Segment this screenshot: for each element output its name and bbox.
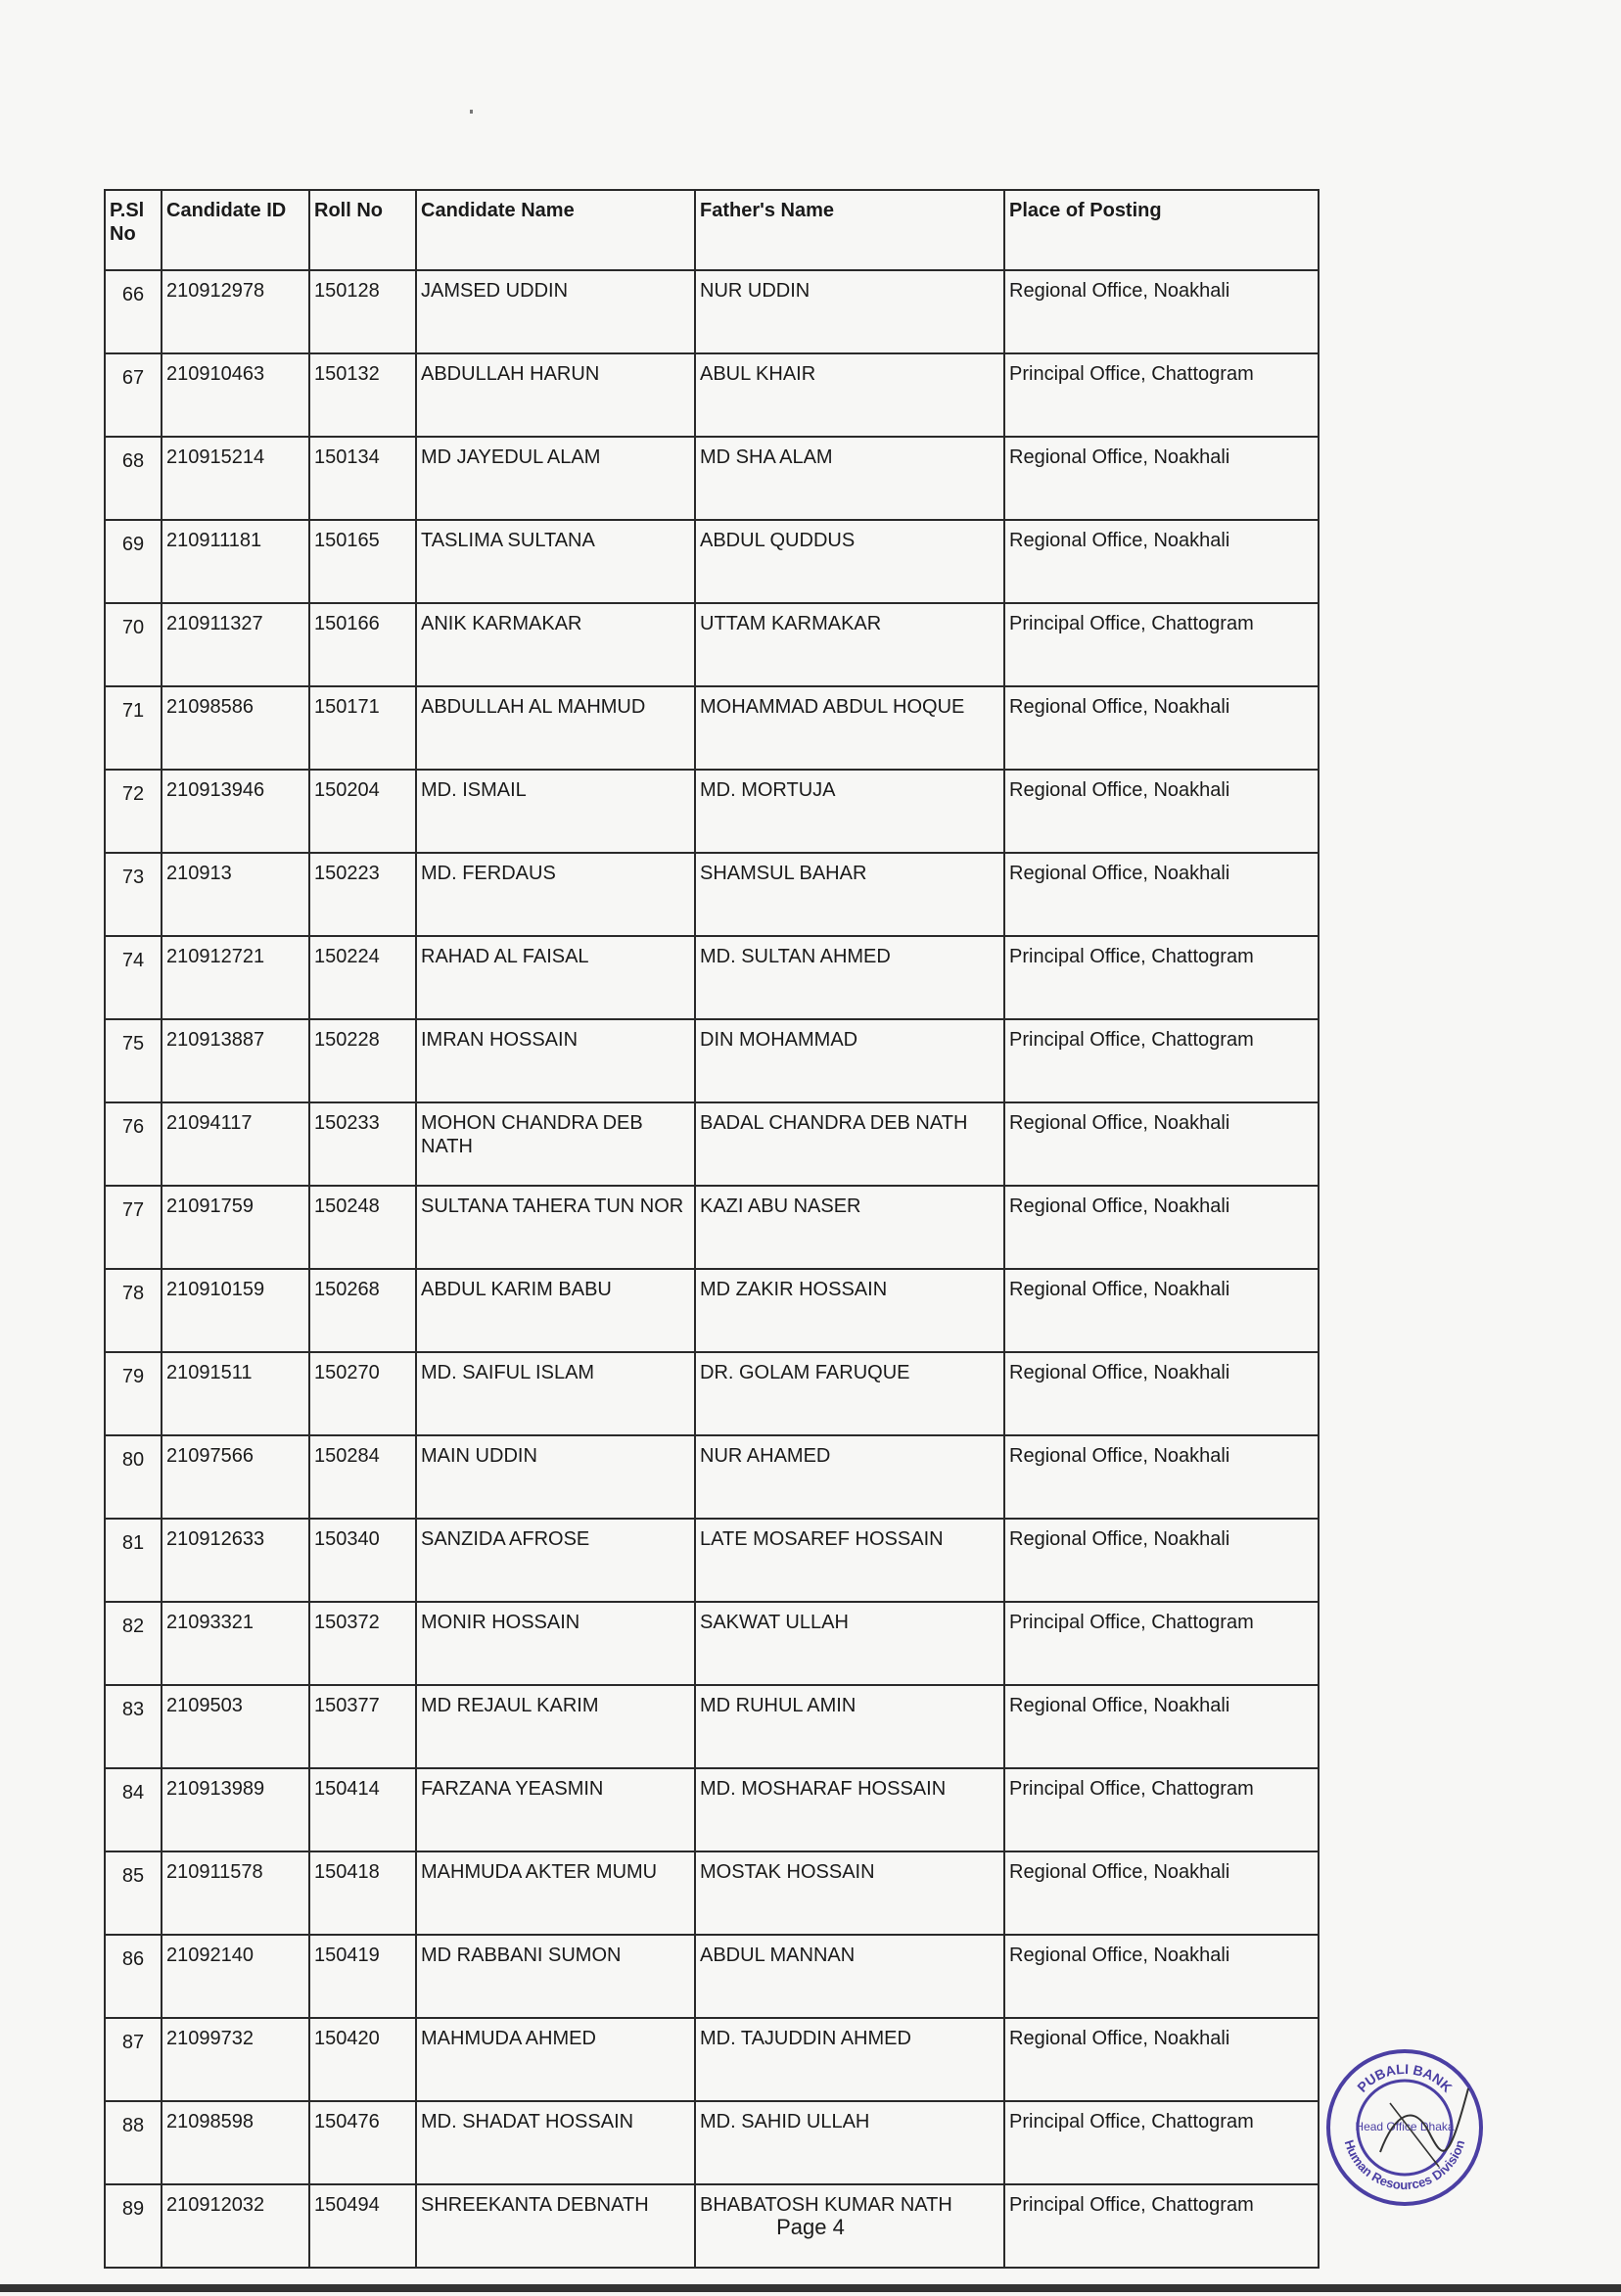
fathers-name-cell: ABUL KHAIR — [695, 353, 1004, 437]
place-of-posting-cell: Principal Office, Chattogram — [1004, 2101, 1319, 2184]
sl-no-cell: 83 — [105, 1685, 162, 1768]
candidate-id-cell: 210912032 — [162, 2184, 309, 2268]
candidate-name-cell: MAIN UDDIN — [416, 1435, 695, 1519]
page-number: Page 4 — [776, 2215, 845, 2239]
header-candidate-name: Candidate Name — [416, 190, 695, 270]
sl-no-cell: 89 — [105, 2184, 162, 2268]
sl-no-cell: 67 — [105, 353, 162, 437]
place-of-posting-cell: Regional Office, Noakhali — [1004, 1352, 1319, 1435]
roll-no-cell: 150223 — [309, 853, 416, 936]
candidate-name-cell: MD. SHADAT HOSSAIN — [416, 2101, 695, 2184]
candidate-name-cell: MAHMUDA AHMED — [416, 2018, 695, 2101]
place-of-posting-cell: Regional Office, Noakhali — [1004, 770, 1319, 853]
table-row — [105, 437, 1319, 520]
sl-no-cell: 81 — [105, 1519, 162, 1602]
candidate-name-cell: SHREEKANTA DEBNATH — [416, 2184, 695, 2268]
table-row — [105, 2101, 1319, 2184]
roll-no-cell: 150228 — [309, 1019, 416, 1102]
candidate-name-cell: SULTANA TAHERA TUN NOR — [416, 1186, 695, 1269]
candidate-id-cell: 210911578 — [162, 1851, 309, 1935]
sl-no-cell: 87 — [105, 2018, 162, 2101]
place-of-posting-cell: Regional Office, Noakhali — [1004, 1519, 1319, 1602]
sl-no-cell: 74 — [105, 936, 162, 1019]
candidate-id-cell: 21094117 — [162, 1102, 309, 1186]
sl-no-cell: 73 — [105, 853, 162, 936]
sl-no-cell: 71 — [105, 686, 162, 770]
candidate-id-cell: 21099732 — [162, 2018, 309, 2101]
table-row — [105, 770, 1319, 853]
table-row — [105, 1186, 1319, 1269]
candidate-id-cell: 21091759 — [162, 1186, 309, 1269]
roll-no-cell: 150284 — [309, 1435, 416, 1519]
roll-no-cell: 150166 — [309, 603, 416, 686]
sl-no-cell: 84 — [105, 1768, 162, 1851]
candidate-name-cell: MD REJAUL KARIM — [416, 1685, 695, 1768]
roll-no-cell: 150268 — [309, 1269, 416, 1352]
place-of-posting-cell: Regional Office, Noakhali — [1004, 1935, 1319, 2018]
roll-no-cell: 150134 — [309, 437, 416, 520]
fathers-name-cell: MD. SAHID ULLAH — [695, 2101, 1004, 2184]
candidate-name-cell: ANIK KARMAKAR — [416, 603, 695, 686]
sl-no-cell: 82 — [105, 1602, 162, 1685]
fathers-name-cell: MD ZAKIR HOSSAIN — [695, 1269, 1004, 1352]
roll-no-cell: 150340 — [309, 1519, 416, 1602]
candidate-name-cell: SANZIDA AFROSE — [416, 1519, 695, 1602]
place-of-posting-cell: Principal Office, Chattogram — [1004, 1019, 1319, 1102]
table-row — [105, 1435, 1319, 1519]
candidate-id-cell: 210913887 — [162, 1019, 309, 1102]
fathers-name-cell: KAZI ABU NASER — [695, 1186, 1004, 1269]
table-row — [105, 936, 1319, 1019]
candidate-name-cell: ABDUL KARIM BABU — [416, 1269, 695, 1352]
table-row — [105, 853, 1319, 936]
candidate-id-cell: 21098586 — [162, 686, 309, 770]
place-of-posting-cell: Principal Office, Chattogram — [1004, 1768, 1319, 1851]
place-of-posting-cell: Regional Office, Noakhali — [1004, 1685, 1319, 1768]
header-candidate-id: Candidate ID — [162, 190, 309, 270]
candidate-name-cell: IMRAN HOSSAIN — [416, 1019, 695, 1102]
candidate-id-cell: 210913989 — [162, 1768, 309, 1851]
roll-no-cell: 150476 — [309, 2101, 416, 2184]
sl-no-cell: 70 — [105, 603, 162, 686]
roll-no-cell: 150377 — [309, 1685, 416, 1768]
fathers-name-cell: MD. MOSHARAF HOSSAIN — [695, 1768, 1004, 1851]
seal-text-top: PUBALI BANK — [1354, 2060, 1456, 2095]
sl-no-cell: 75 — [105, 1019, 162, 1102]
place-of-posting-cell: Regional Office, Noakhali — [1004, 853, 1319, 936]
candidate-id-cell: 210910463 — [162, 353, 309, 437]
header-roll-no: Roll No — [309, 190, 416, 270]
fathers-name-cell: SHAMSUL BAHAR — [695, 853, 1004, 936]
candidate-id-cell: 210911327 — [162, 603, 309, 686]
fathers-name-cell: NUR AHAMED — [695, 1435, 1004, 1519]
fathers-name-cell: UTTAM KARMAKAR — [695, 603, 1004, 686]
candidate-name-cell: JAMSED UDDIN — [416, 270, 695, 353]
roll-no-cell: 150420 — [309, 2018, 416, 2101]
roll-no-cell: 150132 — [309, 353, 416, 437]
place-of-posting-cell: Regional Office, Noakhali — [1004, 437, 1319, 520]
roll-no-cell: 150418 — [309, 1851, 416, 1935]
candidate-name-cell: MD JAYEDUL ALAM — [416, 437, 695, 520]
table-body — [105, 270, 1319, 2268]
place-of-posting-cell: Regional Office, Noakhali — [1004, 1186, 1319, 1269]
sl-no-cell: 80 — [105, 1435, 162, 1519]
fathers-name-cell: DR. GOLAM FARUQUE — [695, 1352, 1004, 1435]
roll-no-cell: 150414 — [309, 1768, 416, 1851]
place-of-posting-cell: Regional Office, Noakhali — [1004, 2018, 1319, 2101]
sl-no-cell: 85 — [105, 1851, 162, 1935]
fathers-name-cell: MD. TAJUDDIN AHMED — [695, 2018, 1004, 2101]
candidate-id-cell: 210915214 — [162, 437, 309, 520]
header-fathers-name: Father's Name — [695, 190, 1004, 270]
sl-no-cell: 69 — [105, 520, 162, 603]
table-row — [105, 1602, 1319, 1685]
roll-no-cell: 150224 — [309, 936, 416, 1019]
table-row — [105, 1019, 1319, 1102]
candidate-id-cell: 210912633 — [162, 1519, 309, 1602]
place-of-posting-cell: Regional Office, Noakhali — [1004, 1102, 1319, 1186]
fathers-name-cell: MOSTAK HOSSAIN — [695, 1851, 1004, 1935]
sl-no-cell: 66 — [105, 270, 162, 353]
roll-no-cell: 150171 — [309, 686, 416, 770]
place-of-posting-cell: Principal Office, Chattogram — [1004, 353, 1319, 437]
candidate-id-cell: 21091511 — [162, 1352, 309, 1435]
sl-no-cell: 79 — [105, 1352, 162, 1435]
place-of-posting-cell: Principal Office, Chattogram — [1004, 603, 1319, 686]
candidate-name-cell: FARZANA YEASMIN — [416, 1768, 695, 1851]
fathers-name-cell: MD. MORTUJA — [695, 770, 1004, 853]
roll-no-cell: 150248 — [309, 1186, 416, 1269]
candidate-name-cell: RAHAD AL FAISAL — [416, 936, 695, 1019]
candidate-id-cell: 210913946 — [162, 770, 309, 853]
fathers-name-cell: DIN MOHAMMAD — [695, 1019, 1004, 1102]
candidate-name-cell: MD. SAIFUL ISLAM — [416, 1352, 695, 1435]
table-row — [105, 1685, 1319, 1768]
table-row — [105, 686, 1319, 770]
candidate-id-cell: 210910159 — [162, 1269, 309, 1352]
table-row — [105, 1935, 1319, 2018]
sl-no-cell: 68 — [105, 437, 162, 520]
candidate-name-cell: TASLIMA SULTANA — [416, 520, 695, 603]
sl-no-cell: 76 — [105, 1102, 162, 1186]
place-of-posting-cell: Regional Office, Noakhali — [1004, 1851, 1319, 1935]
candidate-name-cell: MD. ISMAIL — [416, 770, 695, 853]
fathers-name-cell: MOHAMMAD ABDUL HOQUE — [695, 686, 1004, 770]
bank-seal — [1321, 2044, 1488, 2211]
signature-stroke — [1390, 2103, 1439, 2167]
candidate-id-cell: 210911181 — [162, 520, 309, 603]
table-row — [105, 1269, 1319, 1352]
table-header-row — [105, 190, 1319, 270]
candidate-id-cell: 21098598 — [162, 2101, 309, 2184]
candidate-name-cell: MAHMUDA AKTER MUMU — [416, 1851, 695, 1935]
candidate-id-cell: 2109503 — [162, 1685, 309, 1768]
sl-no-cell: 86 — [105, 1935, 162, 2018]
scan-speck — [470, 110, 473, 114]
roll-no-cell: 150204 — [309, 770, 416, 853]
candidate-id-cell: 210912721 — [162, 936, 309, 1019]
table-row — [105, 1768, 1319, 1851]
header-sl-no: P.Sl No — [105, 190, 162, 270]
candidate-id-cell: 210913 — [162, 853, 309, 936]
roll-no-cell: 150372 — [309, 1602, 416, 1685]
roll-no-cell: 150128 — [309, 270, 416, 353]
place-of-posting-cell: Regional Office, Noakhali — [1004, 1435, 1319, 1519]
fathers-name-cell: SAKWAT ULLAH — [695, 1602, 1004, 1685]
posting-table — [104, 189, 1320, 2269]
fathers-name-cell: LATE MOSAREF HOSSAIN — [695, 1519, 1004, 1602]
place-of-posting-cell: Regional Office, Noakhali — [1004, 686, 1319, 770]
roll-no-cell: 150233 — [309, 1102, 416, 1186]
candidate-name-cell: MONIR HOSSAIN — [416, 1602, 695, 1685]
sl-no-cell: 72 — [105, 770, 162, 853]
header-place-of-posting: Place of Posting — [1004, 190, 1319, 270]
candidate-name-cell: MD. FERDAUS — [416, 853, 695, 936]
table-row — [105, 1519, 1319, 1602]
place-of-posting-cell: Regional Office, Noakhali — [1004, 520, 1319, 603]
place-of-posting-cell: Principal Office, Chattogram — [1004, 1602, 1319, 1685]
fathers-name-cell: ABDUL QUDDUS — [695, 520, 1004, 603]
roll-no-cell: 150494 — [309, 2184, 416, 2268]
candidate-name-cell: ABDULLAH AL MAHMUD — [416, 686, 695, 770]
sl-no-cell: 78 — [105, 1269, 162, 1352]
fathers-name-cell: NUR UDDIN — [695, 270, 1004, 353]
table-row — [105, 603, 1319, 686]
scan-bottom-edge — [0, 2284, 1621, 2292]
candidate-name-cell: MD RABBANI SUMON — [416, 1935, 695, 2018]
candidate-id-cell: 21092140 — [162, 1935, 309, 2018]
table-row — [105, 1102, 1319, 1186]
table-row — [105, 2018, 1319, 2101]
fathers-name-cell: BHABATOSH KUMAR NATH — [695, 2184, 1004, 2268]
candidate-id-cell: 210912978 — [162, 270, 309, 353]
roll-no-cell: 150165 — [309, 520, 416, 603]
fathers-name-cell: MD RUHUL AMIN — [695, 1685, 1004, 1768]
sl-no-cell: 77 — [105, 1186, 162, 1269]
seal-text-bottom: Human Resources Division — [1341, 2137, 1468, 2193]
table-row — [105, 1851, 1319, 1935]
seal-text-middle: Head Office Dhaka — [1355, 2120, 1455, 2133]
table-row — [105, 270, 1319, 353]
place-of-posting-cell: Principal Office, Chattogram — [1004, 2184, 1319, 2268]
roll-no-cell: 150270 — [309, 1352, 416, 1435]
fathers-name-cell: MD. SULTAN AHMED — [695, 936, 1004, 1019]
fathers-name-cell: BADAL CHANDRA DEB NATH — [695, 1102, 1004, 1186]
fathers-name-cell: MD SHA ALAM — [695, 437, 1004, 520]
table-row — [105, 520, 1319, 603]
candidate-id-cell: 21097566 — [162, 1435, 309, 1519]
candidate-name-cell: MOHON CHANDRA DEB NATH — [416, 1102, 695, 1186]
table-row — [105, 1352, 1319, 1435]
place-of-posting-cell: Principal Office, Chattogram — [1004, 936, 1319, 1019]
place-of-posting-cell: Regional Office, Noakhali — [1004, 270, 1319, 353]
place-of-posting-cell: Regional Office, Noakhali — [1004, 1269, 1319, 1352]
roll-no-cell: 150419 — [309, 1935, 416, 2018]
candidate-name-cell: ABDULLAH HARUN — [416, 353, 695, 437]
candidate-id-cell: 21093321 — [162, 1602, 309, 1685]
sl-no-cell: 88 — [105, 2101, 162, 2184]
fathers-name-cell: ABDUL MANNAN — [695, 1935, 1004, 2018]
table-row — [105, 353, 1319, 437]
